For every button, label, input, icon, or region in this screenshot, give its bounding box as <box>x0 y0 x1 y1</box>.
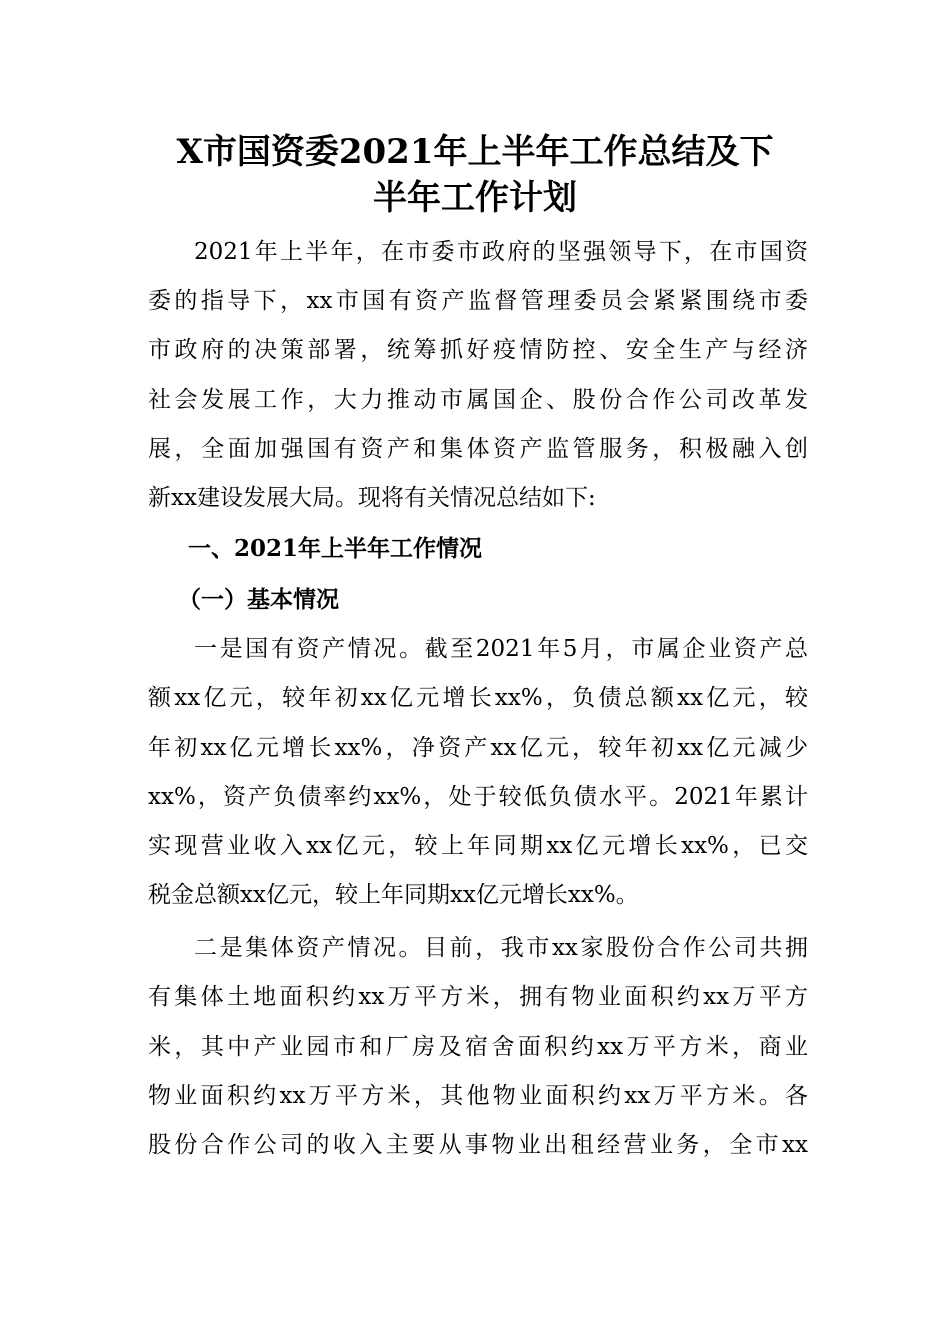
intro-paragraph <box>148 228 808 523</box>
section-heading: 一、2021年上半年工作情况 <box>188 535 483 563</box>
paragraph-line: 物业面积约xx万平方米，其他物业面积约xx万平方米。各 <box>148 1082 808 1109</box>
paragraph-line: 有集体土地面积约xx万平方米，拥有物业面积约xx万平方 <box>148 984 808 1011</box>
collective-assets-paragraph <box>148 924 808 1170</box>
paragraph-line: 展，全面加强国有资产和集体资产监管服务，积极融入创 <box>148 435 808 462</box>
paragraph-line: 实现营业收入xx亿元，较上年同期xx亿元增长xx%，已交 <box>148 832 808 859</box>
paragraph-line: 税金总额xx亿元，较上年同期xx亿元增长xx%。 <box>148 882 639 909</box>
paragraph-line: 二是集体资产情况。目前，我市xx家股份合作公司共拥 <box>194 935 808 962</box>
paragraph-line: 社会发展工作，大力推动市属国企、股份合作公司改革发 <box>148 386 808 413</box>
paragraph-line: xx%，资产负债率约xx%，处于较低负债水平。2021年累计 <box>148 783 808 810</box>
subsection-heading: （一）基本情况 <box>178 586 339 614</box>
state-assets-paragraph <box>148 625 808 920</box>
paragraph-line: 市政府的决策部署，统筹抓好疫情防控、安全生产与经济 <box>148 337 808 364</box>
paragraph-line: 新xx建设发展大局。现将有关情况总结如下: <box>148 484 596 511</box>
paragraph-line: 股份合作公司的收入主要从事物业出租经营业务，全市xx <box>148 1132 808 1158</box>
document-body <box>148 228 808 1170</box>
paragraph-line: 米，其中产业园市和厂房及宿舍面积约xx万平方米，商业 <box>148 1033 808 1060</box>
paragraph-line: 委的指导下，xx市国有资产监督管理委员会紧紧围绕市委 <box>148 288 808 315</box>
paragraph-line: 一是国有资产情况。截至2021年5月，市属企业资产总 <box>194 636 808 663</box>
paragraph-line: 年初xx亿元增长xx%，净资产xx亿元，较年初xx亿元减少 <box>148 734 808 761</box>
paragraph-line: 额xx亿元，较年初xx亿元增长xx%，负债总额xx亿元，较 <box>148 685 808 712</box>
paragraph-line: 2021年上半年，在市委市政府的坚强领导下，在市国资 <box>194 239 808 265</box>
document-title-line-1: X市国资委2021年上半年工作总结及下 <box>176 132 774 172</box>
document-title-line-2: 半年工作计划 <box>373 178 577 218</box>
